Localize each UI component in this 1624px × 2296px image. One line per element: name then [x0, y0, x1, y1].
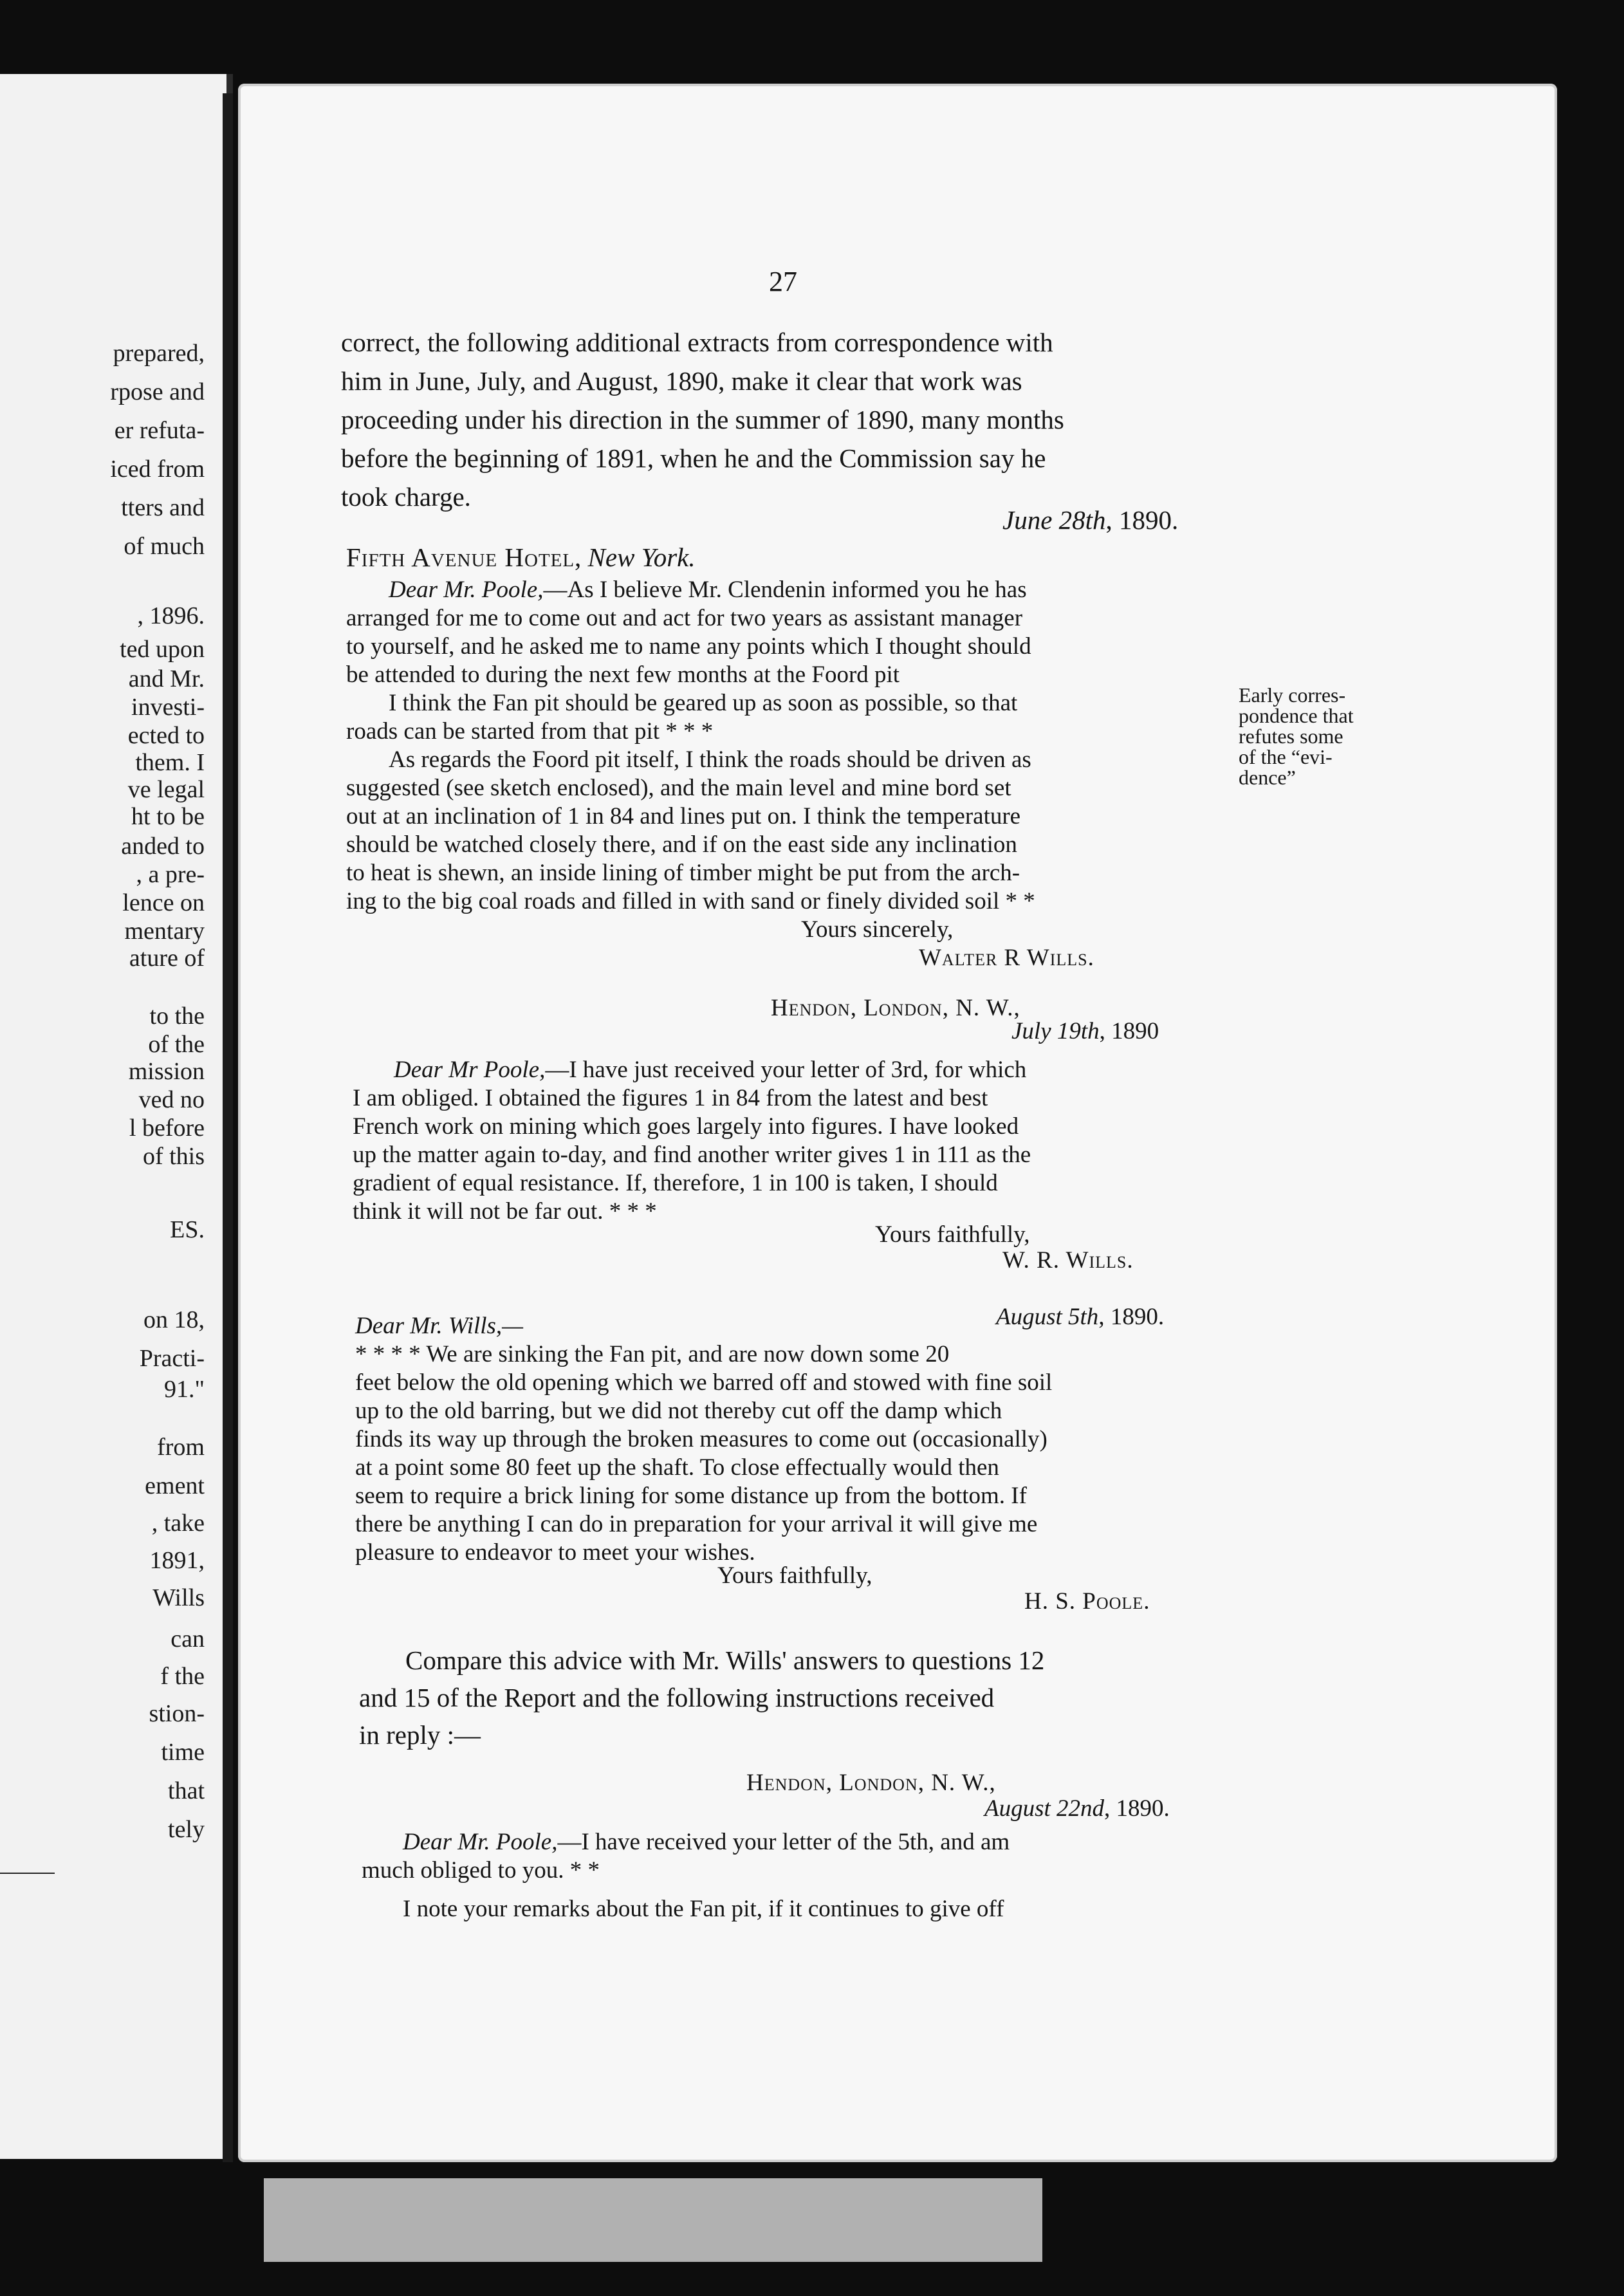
- facing-page-line: of this: [142, 1143, 205, 1170]
- letter-date: August 5th, 1890.: [996, 1304, 1165, 1330]
- facing-page-line: ement: [145, 1472, 205, 1499]
- facing-page-line: ted upon: [120, 636, 205, 663]
- letter-closing: Yours faithfully,: [875, 1221, 1030, 1248]
- facing-page-line: that: [168, 1777, 205, 1804]
- letter-body-line: I note your remarks about the Fan pit, if it continues to give off: [403, 1896, 1004, 1922]
- book-spine: [223, 93, 233, 2162]
- letter-body-line: Dear Mr. Poole,—As I believe Mr. Clendenin informed you he has: [389, 577, 1027, 603]
- letter-body-line: feet below the old opening which we barred off and stowed with fine soil: [355, 1369, 1053, 1396]
- facing-page-line: mission: [128, 1058, 205, 1085]
- facing-page-line: of much: [124, 533, 205, 560]
- letter-body-line: French work on mining which goes largely into figures. I have looked: [353, 1113, 1019, 1140]
- letter-closing: Yours faithfully,: [717, 1562, 872, 1589]
- letter-date: June 28th, 1890.: [1002, 505, 1179, 535]
- page-tab: [264, 2178, 1042, 2262]
- letter-body-line: Dear Mr Poole,—I have just received your letter of 3rd, for which: [394, 1057, 1027, 1083]
- facing-page-line: ht to be: [131, 803, 205, 830]
- facing-page-line: investi-: [131, 694, 205, 721]
- letter-body-line: finds its way up through the broken measures to come out (occasionally): [355, 1426, 1047, 1452]
- facing-page-line: Practi-: [139, 1345, 205, 1372]
- intro-line: him in June, July, and August, 1890, make it clear that work was: [341, 366, 1022, 396]
- facing-page-line: of the: [148, 1031, 205, 1058]
- body-line: and 15 of the Report and the following instructions received: [359, 1683, 995, 1712]
- letter-address: Fifth Avenue Hotel, New York.: [346, 542, 696, 572]
- facing-page-line: 91.": [163, 1376, 205, 1403]
- letter-body-line: I am obliged. I obtained the figures 1 in 84 from the latest and best: [353, 1085, 988, 1111]
- facing-page-line: , 1896.: [137, 602, 205, 629]
- facing-page-line: rpose and: [110, 378, 205, 405]
- intro-line: proceeding under his direction in the summer of 1890, many months: [341, 405, 1064, 434]
- letter-body-line: arranged for me to come out and act for two years as assistant manager: [346, 605, 1023, 631]
- letter-body-line: As regards the Foord pit itself, I think the roads should be driven as: [389, 746, 1031, 773]
- facing-page-line: l before: [129, 1115, 205, 1142]
- facing-page-line: ES.: [170, 1216, 205, 1243]
- letter-body-line: think it will not be far out. * * *: [353, 1198, 657, 1225]
- facing-page-line: ved no: [138, 1086, 205, 1113]
- letter-body-line: I think the Fan pit should be geared up as soon as possible, so that: [389, 690, 1018, 716]
- letter-address: Hendon, London, N. W.,: [746, 1770, 996, 1796]
- letter-body-line: to yourself, and he asked me to name any points which I thought should: [346, 633, 1031, 660]
- letter-body-line: ing to the big coal roads and filled in with sand or finely divided soil * *: [346, 888, 1035, 914]
- facing-page-line: 1891,: [149, 1547, 205, 1574]
- facing-page-line: ature of: [129, 945, 205, 972]
- facing-page-line: Wills: [152, 1584, 205, 1611]
- letter-body-line: pleasure to endeavor to meet your wishes.: [355, 1539, 755, 1566]
- margin-note-line: refutes some: [1239, 725, 1343, 748]
- letter-body-line: out at an inclination of 1 in 84 and lines put on. I think the temperature: [346, 803, 1021, 829]
- facing-page-line: mentary: [124, 918, 205, 945]
- facing-page-line: , take: [151, 1510, 205, 1537]
- letter-body-line: much obliged to you. * *: [362, 1857, 600, 1884]
- letter-body-line: to heat is shewn, an inside lining of timber might be put from the arch-: [346, 860, 1020, 886]
- letter-body-line: * * * * We are sinking the Fan pit, and are now down some 20: [355, 1341, 950, 1367]
- facing-page-line: prepared,: [113, 340, 205, 367]
- body-line: in reply :—: [359, 1720, 481, 1750]
- letter-signature: Walter R Wills.: [919, 945, 1094, 971]
- letter-salutation: Dear Mr. Wills,—: [355, 1313, 524, 1339]
- margin-note-line: Early corres-: [1239, 683, 1346, 707]
- letter-body-line: up to the old barring, but we did not thereby cut off the damp which: [355, 1398, 1002, 1424]
- letter-body-line: suggested (see sketch enclosed), and the main level and mine bord set: [346, 775, 1011, 801]
- facing-page-line: ve legal: [127, 776, 205, 803]
- facing-page-line: to the: [149, 1003, 205, 1030]
- letter-body-line: Dear Mr. Poole,—I have received your letter of the 5th, and am: [403, 1829, 1010, 1855]
- facing-page-line: f the: [160, 1663, 205, 1690]
- facing-page-line: can: [171, 1625, 205, 1653]
- page-number: 27: [769, 266, 797, 297]
- intro-line: took charge.: [341, 482, 471, 512]
- letter-body-line: should be watched closely there, and if on the east side any inclination: [346, 831, 1017, 858]
- facing-page-line: anded to: [121, 833, 205, 860]
- letter-body-line: be attended to during the next few months at the Foord pit: [346, 662, 900, 688]
- facing-page-line: er refuta-: [114, 417, 205, 444]
- facing-page-line: and Mr.: [128, 665, 205, 692]
- intro-line: before the beginning of 1891, when he and the Commission say he: [341, 443, 1046, 473]
- intro-line: correct, the following additional extracts from correspondence with: [341, 328, 1053, 357]
- facing-page-line: iced from: [110, 456, 205, 483]
- margin-note-line: pondence that: [1239, 704, 1354, 727]
- facing-page-line: tters and: [121, 494, 205, 521]
- letter-signature: W. R. Wills.: [1002, 1247, 1134, 1273]
- facing-page: [0, 74, 233, 2159]
- letter-body-line: up the matter again to-day, and find another writer gives 1 in 111 as the: [353, 1142, 1031, 1168]
- facing-page-line: ected to: [127, 722, 205, 749]
- letter-signature: H. S. Poole.: [1024, 1588, 1150, 1615]
- facing-page-line: them. I: [135, 749, 205, 776]
- letter-body-line: there be anything I can do in preparation for your arrival it will give me: [355, 1511, 1038, 1537]
- letter-date: July 19th, 1890: [1011, 1018, 1159, 1044]
- letter-body-line: gradient of equal resistance. If, therefore, 1 in 100 is taken, I should: [353, 1170, 998, 1196]
- facing-page-line: time: [161, 1739, 205, 1766]
- letter-address: Hendon, London, N. W.,: [771, 995, 1020, 1021]
- facing-page-line: , a pre-: [136, 861, 205, 888]
- margin-note-line: dence”: [1239, 766, 1296, 789]
- letter-body-line: at a point some 80 feet up the shaft. To close effectually would then: [355, 1454, 999, 1481]
- facing-page-line: lence on: [122, 889, 205, 916]
- facing-page-line: from: [157, 1434, 205, 1461]
- facing-page-line: tely: [168, 1816, 205, 1843]
- letter-body-line: roads can be started from that pit * * *: [346, 718, 714, 745]
- facing-page-line: on 18,: [143, 1306, 205, 1333]
- letter-date: August 22nd, 1890.: [984, 1795, 1170, 1822]
- divider: [0, 1873, 55, 1874]
- letter-body-line: seem to require a brick lining for some distance up from the bottom. If: [355, 1483, 1027, 1509]
- body-line: Compare this advice with Mr. Wills' answers to questions 12: [405, 1645, 1045, 1675]
- margin-note-line: of the “evi-: [1239, 745, 1333, 768]
- letter-closing: Yours sincerely,: [801, 916, 954, 943]
- facing-page-line: stion-: [149, 1700, 205, 1727]
